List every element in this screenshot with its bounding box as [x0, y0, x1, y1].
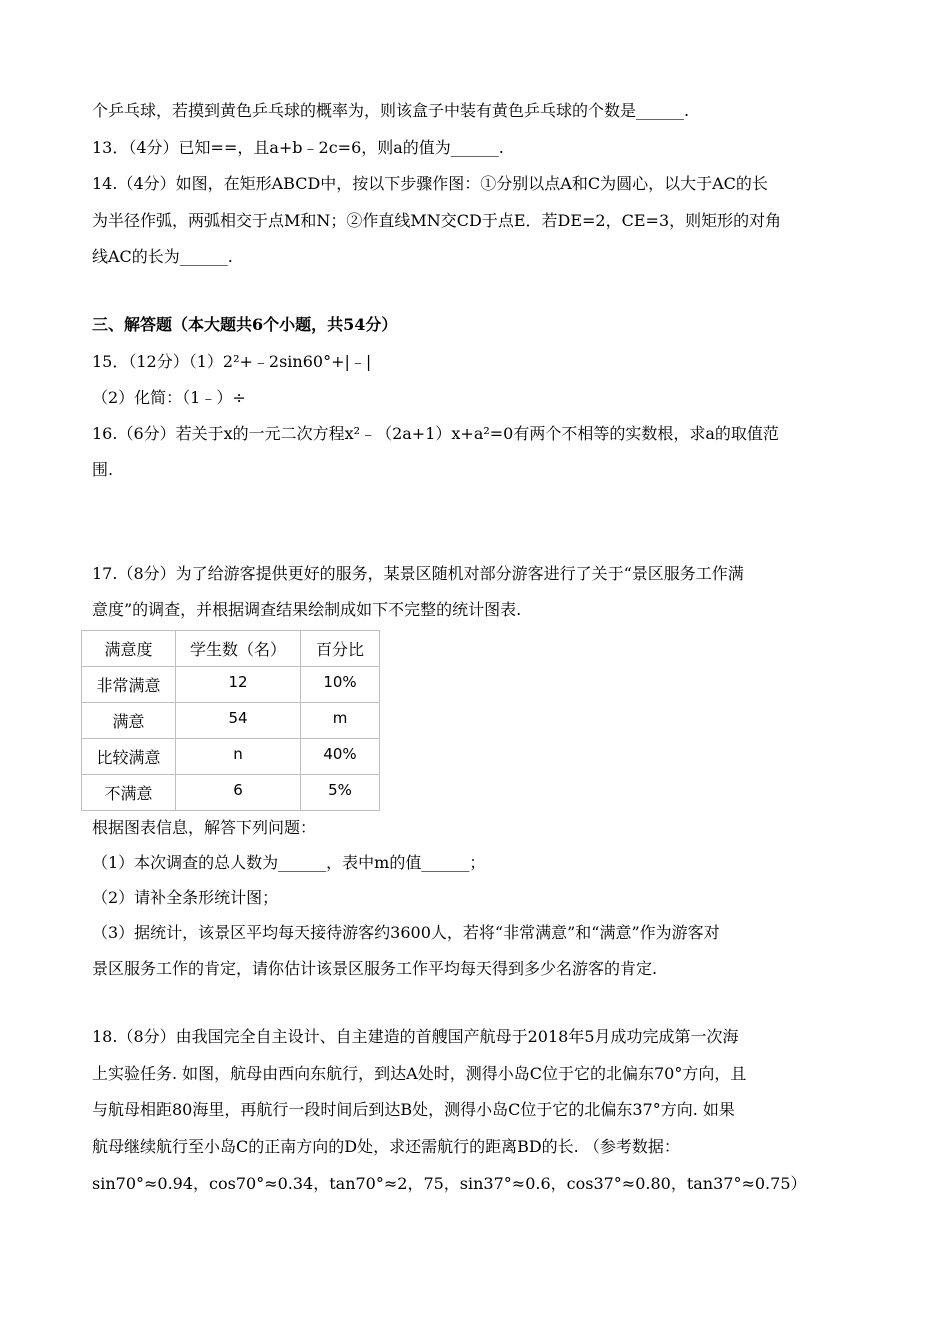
- table-cell: 40%: [301, 739, 380, 775]
- table-cell: 非常满意: [82, 667, 176, 703]
- table-cell: 6: [176, 775, 301, 811]
- question-15: 15．（12分）（1）2²+﹣2sin60°+|﹣|: [92, 352, 372, 371]
- question-15-part2: （2）化简：（1﹣）÷: [92, 388, 246, 407]
- question-17-part3-line2: 景区服务工作的肯定，请你估计该景区服务工作平均每天得到多少名游客的肯定.: [92, 959, 658, 978]
- table-cell: 54: [176, 703, 301, 739]
- section-3-heading: 三、解答题（本大题共6个小题，共54分）: [92, 315, 398, 334]
- question-14-line1: 14.（4分）如图，在矩形ABCD中，按以下步骤作图：①分别以点A和C为圆心，以大于AC的长: [92, 174, 768, 193]
- table-cell: 比较满意: [82, 739, 176, 775]
- header-cell: 学生数（名）: [176, 631, 301, 667]
- table-cell: 10%: [301, 667, 380, 703]
- question-18-line2: 上实验任务. 如图，航母由西向东航行，到达A处时，测得小岛C位于它的北偏东70°方向，且: [92, 1064, 747, 1083]
- question-17-line1: 17.（8分）为了给游客提供更好的服务，某景区随机对部分游客进行了关于“景区服务工作满: [92, 564, 744, 583]
- table-cell: 不满意: [82, 775, 176, 811]
- question-18-line1: 18.（8分）由我国完全自主设计、自主建造的首艘国产航母于2018年5月成功完成第一次海: [92, 1027, 739, 1046]
- question-17-part3-line1: （3）据统计，该景区平均每天接待游客约3600人，若将“非常满意”和“满意”作为游客对: [92, 923, 720, 942]
- table-cell: n: [176, 739, 301, 775]
- header-cell: 百分比: [301, 631, 380, 667]
- question-17-part2: （2）请补全条形统计图；: [92, 888, 279, 907]
- question-17-part1: （1）本次调查的总人数为______，表中m的值______；: [92, 853, 486, 872]
- question-14-line3: 线AC的长为______.: [92, 247, 233, 266]
- question-18-line4: 航母继续航行至小岛C的正南方向的D处，求还需航行的距离BD的长. （参考数据：: [92, 1137, 680, 1156]
- table-cell: 5%: [301, 775, 380, 811]
- table-cell: 满意: [82, 703, 176, 739]
- question-14-line2: 为半径作弧，两弧相交于点M和N；②作直线MN交CD于点E．若DE=2，CE=3，则矩形的对角: [92, 211, 782, 230]
- table-row: [82, 739, 380, 775]
- table-cell: 12: [176, 667, 301, 703]
- table-header-row: [82, 631, 380, 667]
- table-cell: m: [301, 703, 380, 739]
- question-16-line1: 16.（6分）若关于x的一元二次方程x²﹣（2a+1）x+a²=0有两个不相等的实数根，求a的取值范: [92, 424, 779, 443]
- line-12-cont: 个乒乓球，若摸到黄色乒乓球的概率为，则该盒子中装有黄色乒乓球的个数是______.: [92, 101, 690, 120]
- satisfaction-table: [81, 630, 380, 811]
- question-13: 13．（4分）已知==，且a+b﹣2c=6，则a的值为______.: [92, 138, 504, 157]
- table-row: [82, 703, 380, 739]
- question-17-prompt: 根据图表信息，解答下列问题：: [92, 818, 317, 837]
- table-row: [82, 775, 380, 811]
- question-18-reference: sin70°≈0.94，cos70°≈0.34，tan70°≈2，75，sin37°≈0.6，cos37°≈0.80，tan37°≈0.75）: [92, 1174, 807, 1193]
- question-16-line2: 围.: [92, 460, 114, 479]
- question-17-line2: 意度”的调查，并根据调查结果绘制成如下不完整的统计图表.: [92, 600, 522, 619]
- header-cell: 满意度: [82, 631, 176, 667]
- question-18-line3: 与航母相距80海里，再航行一段时间后到达B处，测得小岛C位于它的北偏东37°方向. 如果: [92, 1100, 735, 1119]
- table-row: [82, 667, 380, 703]
